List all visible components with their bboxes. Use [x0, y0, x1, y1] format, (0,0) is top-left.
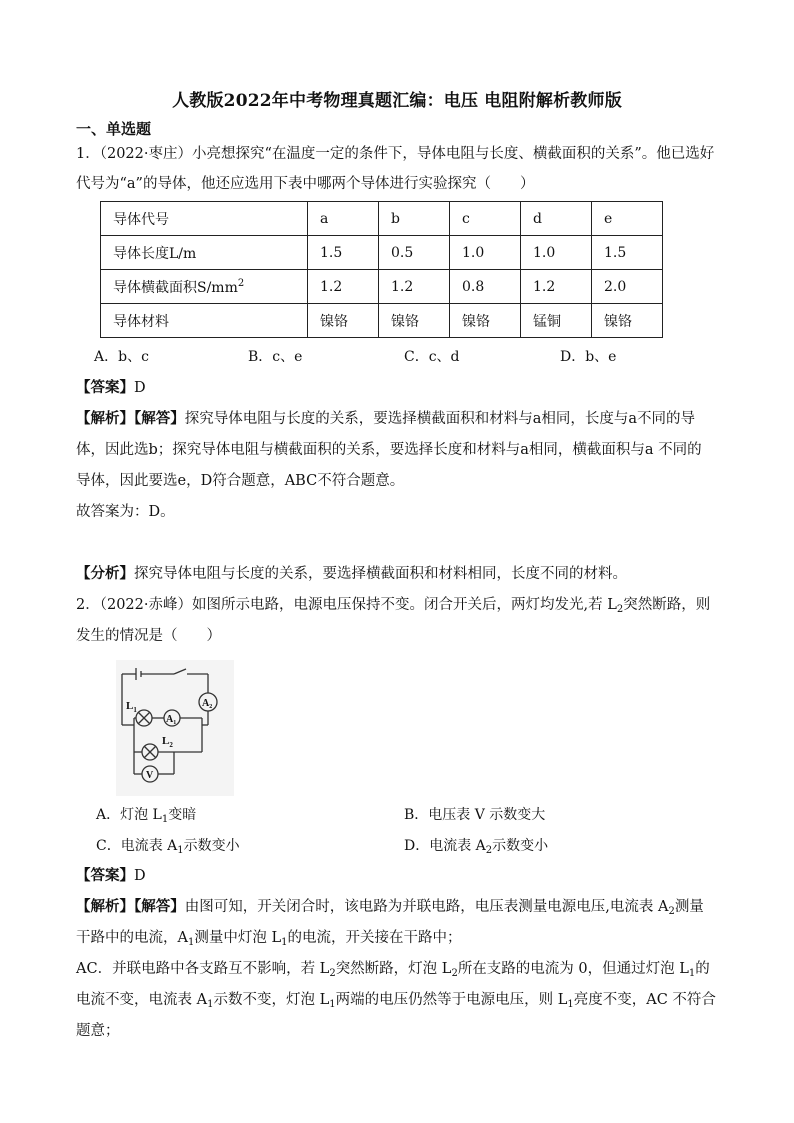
table-cell: 导体长度L/m [101, 236, 308, 270]
analysis-text: 电流不变，电流表 A [76, 992, 208, 1008]
analysis-label: 【解析】【解答】 [76, 410, 185, 427]
area-label: 导体横截面积S/mm [113, 279, 238, 296]
table-row [101, 270, 663, 304]
analysis-text: 示数不变，灯泡 L [213, 992, 330, 1008]
q2-analysis-line2 [76, 928, 461, 953]
option-text: 示数变小 [183, 838, 240, 854]
analysis-text: 两端的电压仍然等于电源电压，则 L [335, 992, 568, 1008]
table-cell: 2.0 [592, 270, 663, 304]
q2-option-a [96, 804, 196, 825]
q2-option-c [96, 835, 240, 856]
analysis-text: 所在支路的电流为 0，但通过灯泡 L [457, 961, 689, 977]
label-v: V [146, 770, 154, 781]
conductor-table [100, 201, 663, 338]
option-sub: 1 [161, 814, 169, 825]
table-cell: 导体材料 [101, 304, 308, 338]
table-cell: 镍铬 [450, 304, 521, 338]
q2-answer [76, 866, 146, 886]
table-cell: 1.2 [379, 270, 450, 304]
analysis-text: 测量 [674, 899, 704, 915]
analysis-text: 突然断路，灯泡 L [335, 961, 452, 977]
q1-stem-line2: 代号为“a”的导体，他还应选用下表中哪两个导体进行实验探究（ ） [76, 176, 535, 192]
table-cell: b [379, 202, 450, 236]
table-cell: 导体代号 [101, 202, 308, 236]
analysis-sub: 1 [329, 999, 336, 1010]
table-cell: 0.8 [450, 270, 521, 304]
table-cell: 镍铬 [592, 304, 663, 338]
label-l1: L [126, 700, 134, 712]
option-text: C．电流表 A [96, 838, 178, 854]
answer-value: D [134, 380, 146, 396]
q1-option-c: C．c、d [404, 349, 460, 365]
area-sup: 2 [237, 277, 245, 289]
analysis-sub: 2 [668, 906, 675, 917]
label-l1-sub: 1 [133, 706, 137, 714]
stem-text: 突然断路，则 [623, 597, 711, 613]
table-cell: 1.5 [592, 236, 663, 270]
q1-analysis-line1 [76, 409, 695, 429]
table-row [101, 304, 663, 338]
q2-stem-line2: 发生的情况是（ ） [76, 628, 221, 644]
analysis-sub: 1 [281, 937, 288, 948]
table-cell: 锰铜 [521, 304, 592, 338]
q2-analysis-line5: 题意； [76, 1023, 120, 1039]
analysis-text: 由图可知，开关闭合时，该电路为并联电路，电压表测量电源电压,电流表 A [184, 899, 669, 915]
table-cell: 镍铬 [379, 304, 450, 338]
option-text: 变暗 [168, 807, 197, 823]
label-a1-sub: 1 [173, 720, 177, 726]
analysis-text: 测量中灯泡 L [194, 930, 282, 946]
table-row [101, 202, 663, 236]
analysis-sub: 2 [329, 968, 336, 979]
q1-fenxi [76, 564, 627, 584]
analysis-sub: 2 [451, 968, 458, 979]
table-cell: d [521, 202, 592, 236]
q1-analysis-line4: 故答案为：D。 [76, 504, 175, 520]
answer-label: 【答案】 [76, 379, 134, 396]
table-cell: 0.5 [379, 236, 450, 270]
q1-option-d: D．b、e [560, 349, 617, 365]
analysis-sub: 1 [567, 999, 574, 1010]
analysis-sub: 1 [207, 999, 214, 1010]
fenxi-label: 【分析】 [76, 565, 134, 582]
option-text: D．电流表 A [404, 838, 486, 854]
q1-option-b: B．c、e [248, 349, 303, 365]
analysis-sub: 1 [688, 968, 696, 979]
circuit-diagram [116, 660, 234, 796]
answer-label: 【答案】 [76, 867, 134, 884]
q2-analysis-line1 [76, 897, 704, 922]
answer-value: D [134, 868, 146, 884]
q1-analysis-line3: 导体，因此要选e，D符合题意，ABC不符合题意。 [76, 473, 405, 489]
table-cell [101, 270, 308, 304]
q2-analysis-line4 [76, 990, 716, 1015]
option-text: 示数变小 [492, 838, 549, 854]
table-row [101, 236, 663, 270]
analysis-text: 探究导体电阻与长度的关系，要选择横截面积和材料与a相同，长度与a不同的导 [184, 411, 696, 427]
q2-option-b: B．电压表 V 示数变大 [404, 807, 546, 823]
q1-stem-line1: 1．（2022·枣庄）小亮想探究“在温度一定的条件下，导体电阻与长度、横截面积的关系”。他已选好 [76, 146, 715, 162]
analysis-text: AC．并联电路中各支路互不影响，若 L [76, 961, 330, 977]
stem-text: 2．（2022·赤峰）如图所示电路，电源电压保持不变。闭合开关后，两灯均发光,若 L [76, 597, 617, 613]
option-text: A．灯泡 L [96, 807, 162, 823]
table-cell: 1.5 [308, 236, 379, 270]
q1-answer [76, 378, 146, 398]
q2-option-d [404, 835, 548, 856]
stem-sub: 2 [616, 604, 624, 615]
q2-analysis-line3 [76, 959, 710, 984]
analysis-text: 干路中的电流，A [76, 930, 188, 946]
analysis-text: 的电流，开关接在干路中； [287, 930, 462, 946]
label-a1: A [166, 714, 174, 725]
label-l2: L [162, 735, 170, 747]
analysis-text: 亮度不变，AC 不符合 [573, 992, 716, 1008]
option-sub: 2 [485, 845, 493, 856]
label-a2: A [202, 698, 210, 709]
table-cell: a [308, 202, 379, 236]
table-cell: 1.0 [450, 236, 521, 270]
option-sub: 1 [177, 845, 184, 856]
analysis-sub: 1 [187, 937, 195, 948]
page-title: 人教版2022年中考物理真题汇编：电压 电阻附解析教师版 [172, 91, 622, 111]
analysis-label: 【解析】【解答】 [76, 898, 185, 915]
table-cell: e [592, 202, 663, 236]
q1-option-a: A．b、c [94, 349, 149, 365]
label-l2-sub: 2 [169, 741, 173, 749]
section-heading: 一、单选题 [76, 120, 152, 138]
fenxi-text: 探究导体电阻与长度的关系，要选择横截面积和材料相同，长度不同的材料。 [134, 566, 627, 582]
label-a2-sub: 2 [209, 704, 213, 710]
q1-analysis-line2: 体，因此选b；探究导体电阻与横截面积的关系，要选择长度和材料与a相同，横截面积与a 不同的 [76, 442, 702, 458]
table-cell: 1.0 [521, 236, 592, 270]
q2-stem-line1 [76, 595, 710, 620]
table-cell: 镍铬 [308, 304, 379, 338]
table-cell: 1.2 [521, 270, 592, 304]
table-cell: c [450, 202, 521, 236]
table-cell: 1.2 [308, 270, 379, 304]
analysis-text: 的 [695, 961, 710, 977]
